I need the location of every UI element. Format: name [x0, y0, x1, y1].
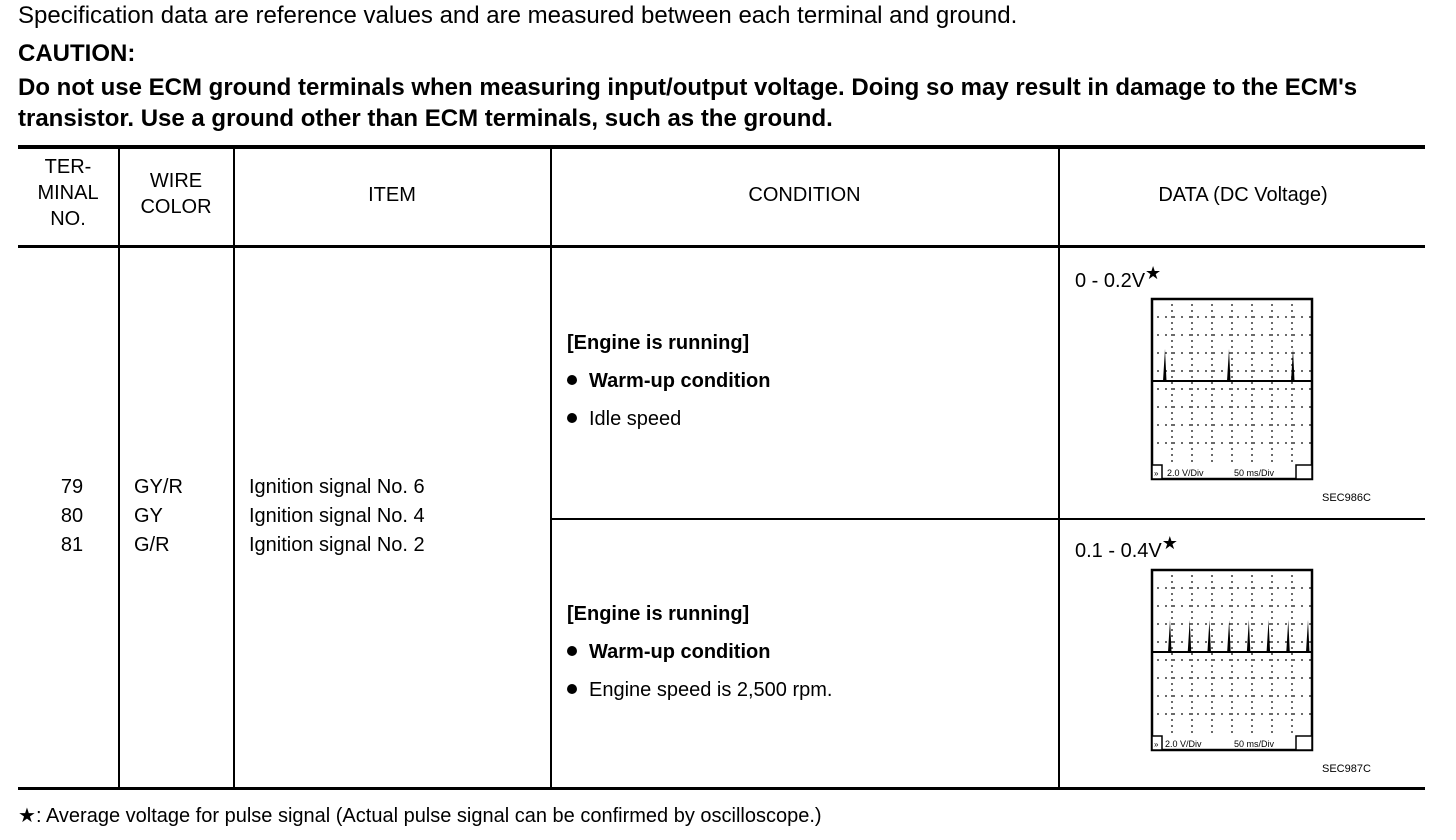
- items: [249, 473, 425, 560]
- condition-bullet: [567, 400, 770, 438]
- wire-color: G/R: [134, 534, 170, 556]
- condition-text: Warm-up condition: [589, 641, 771, 663]
- caution-text: Do not use ECM ground terminals when measuring input/output voltage. Doing so may result in damage to the ECM's transistor. Use a ground other than ECM terminals, such as the ground.: [18, 74, 1358, 132]
- terminal-no: 80: [60, 505, 84, 527]
- svg-text:»: »: [1154, 469, 1159, 478]
- wire-color: GY/R: [134, 476, 183, 498]
- footnote: [18, 803, 822, 828]
- col-divider: [1058, 149, 1060, 788]
- table-bottom-rule: [18, 787, 1425, 790]
- star-icon: ★: [18, 805, 36, 827]
- col-divider: [118, 149, 120, 788]
- item-label: Ignition signal No. 2: [249, 534, 425, 556]
- header-condition: CONDITION: [748, 184, 861, 206]
- condition-2500rpm: [567, 595, 833, 709]
- condition-bullet-bold: [567, 633, 833, 671]
- header-item: ITEM: [368, 184, 416, 206]
- col-divider: [550, 149, 552, 788]
- bullet-icon: [567, 646, 577, 656]
- bullet-icon: [567, 684, 577, 694]
- intro-text: Specification data are reference values and are measured between each terminal and ground.: [18, 2, 1018, 29]
- figure-code: SEC987C: [1322, 763, 1371, 775]
- col-divider: [233, 149, 235, 788]
- header-terminal: TER- MINAL NO.: [37, 156, 99, 230]
- terminal-no: 81: [60, 534, 84, 556]
- star-icon: ★: [1145, 263, 1162, 283]
- condition-title: [Engine is running]: [567, 603, 750, 625]
- condition-title: [Engine is running]: [567, 332, 750, 354]
- condition-text: Warm-up condition: [589, 370, 771, 392]
- item-label: Ignition signal No. 6: [249, 476, 425, 498]
- bullet-icon: [567, 375, 577, 385]
- figure-code: SEC986C: [1322, 492, 1371, 504]
- header-data: DATA (DC Voltage): [1158, 184, 1328, 206]
- terminal-numbers: [18, 473, 126, 560]
- condition-text: Engine speed is 2,500 rpm.: [589, 679, 833, 701]
- table-header-rule: [18, 245, 1425, 248]
- terminal-no: 79: [60, 476, 84, 498]
- voltage-value: 0 - 0.2V★: [1075, 263, 1162, 292]
- caution-title: CAUTION:: [18, 40, 136, 67]
- condition-text: Idle speed: [589, 408, 682, 430]
- row-divider: [551, 518, 1425, 520]
- table-top-rule: [18, 145, 1425, 149]
- footnote-text: : Average voltage for pulse signal (Actual pulse signal can be confirmed by oscilloscope.): [35, 805, 822, 827]
- scope-time: 50 ms/Div: [1234, 739, 1275, 749]
- scope-scale: 2.0 V/Div: [1165, 739, 1202, 749]
- wire-color: GY: [134, 505, 163, 527]
- oscilloscope-trace: [1150, 297, 1314, 483]
- condition-bullet: [567, 671, 833, 709]
- oscilloscope-trace: [1150, 568, 1314, 754]
- header-wire-color: WIRE COLOR: [140, 170, 212, 218]
- bullet-icon: [567, 413, 577, 423]
- scope-scale: 2.0 V/Div: [1167, 468, 1204, 478]
- scope-time: 50 ms/Div: [1234, 468, 1275, 478]
- star-icon: ★: [1161, 533, 1178, 553]
- condition-bullet-bold: [567, 362, 770, 400]
- wire-colors: [134, 473, 183, 560]
- condition-idle: [567, 324, 770, 438]
- item-label: Ignition signal No. 4: [249, 505, 425, 527]
- voltage-value: 0.1 - 0.4V★: [1075, 533, 1178, 562]
- svg-text:»: »: [1154, 740, 1159, 749]
